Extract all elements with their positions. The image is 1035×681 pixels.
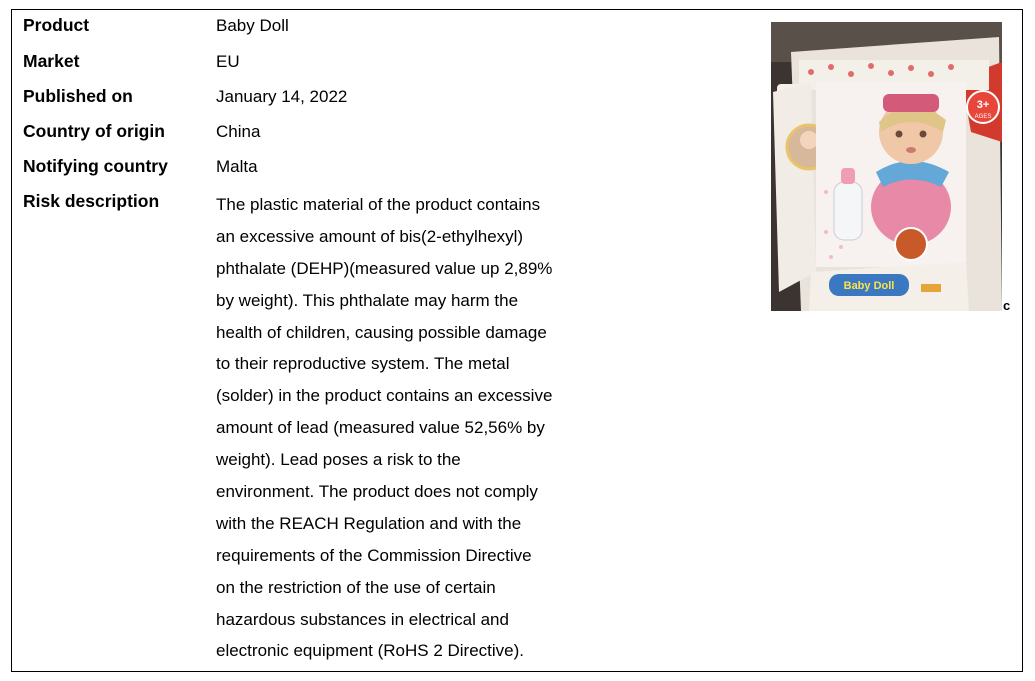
label-product: Product [23,15,90,35]
svg-text:3+: 3+ [976,99,990,111]
risk-line: weight). Lead poses a risk to the [216,450,461,470]
risk-line: with the REACH Regulation and with the [216,513,522,533]
svg-text:Baby Doll: Baby Doll [843,280,895,292]
risk-line: by weight). This phthalate may harm the [216,290,519,310]
risk-description-text [216,189,588,667]
value-market: EU [216,52,240,71]
risk-line: an excessive amount of bis(2-ethylhexyl) [216,226,524,246]
baby-doll-box-image [771,22,1002,311]
risk-line: electronic equipment (RoHS 2 Directive). [216,641,525,661]
product-photo [771,22,1002,311]
risk-line: (solder) in the product contains an excessive [216,386,553,406]
risk-line: environment. The product does not comply [216,482,538,502]
value-notifying-country: Malta [216,157,258,176]
corner-mark: c [1003,298,1011,313]
risk-line: health of children, causing possible damage [216,322,547,342]
risk-line: amount of lead (measured value 52,56% by [216,418,545,438]
risk-line: hazardous substances in electrical and [216,609,509,629]
value-published-on: January 14, 2022 [216,87,348,106]
value-country-of-origin: China [216,122,261,141]
risk-line: on the restriction of the use of certain [216,577,496,597]
label-market: Market [23,51,80,71]
value-product: Baby Doll [216,16,289,35]
risk-line: requirements of the Commission Directive [216,545,532,565]
label-risk-description: Risk description [23,191,160,211]
label-notifying-country: Notifying country [23,156,168,176]
risk-line: phthalate (DEHP)(measured value up 2,89% [216,258,553,278]
label-published-on: Published on [23,86,133,106]
label-country-of-origin: Country of origin [23,121,165,141]
risk-line: to their reproductive system. The metal [216,354,510,374]
risk-line: The plastic material of the product contains [216,195,541,214]
svg-text:AGES: AGES [974,114,992,120]
